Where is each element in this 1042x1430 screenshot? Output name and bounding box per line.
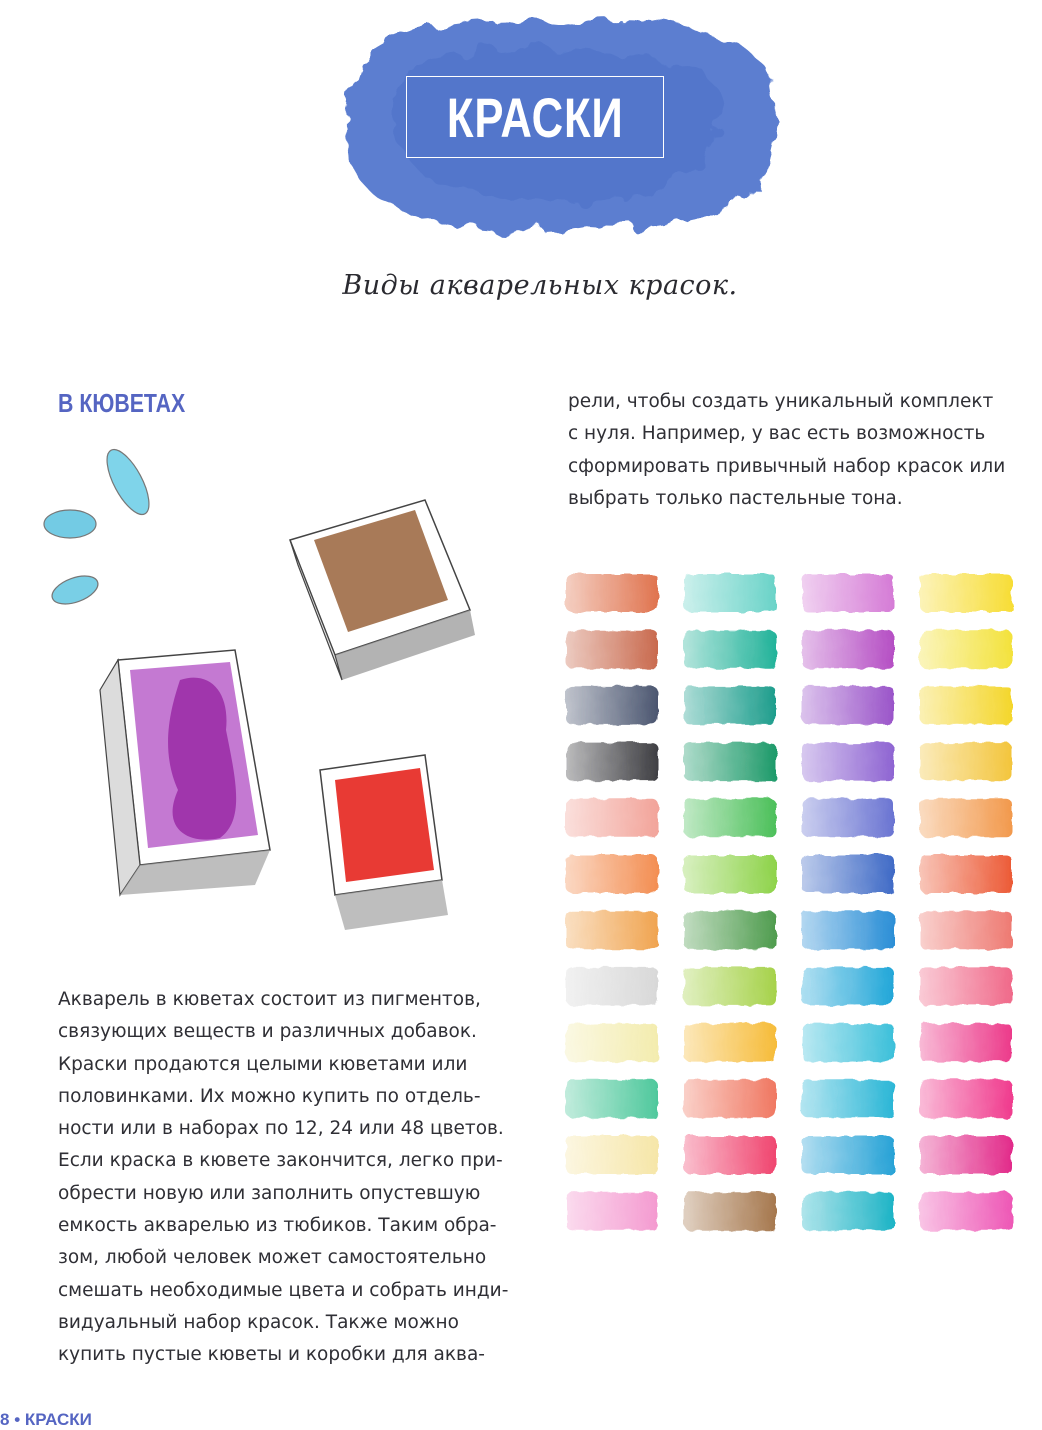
swatch-r2-c3 xyxy=(802,630,894,668)
swatch-r11-c3 xyxy=(802,1136,894,1174)
paint-drop-2 xyxy=(44,510,96,538)
text-line: ности или в наборах по 12, 24 или 48 цветов. xyxy=(58,1118,504,1140)
text-line: Краски продаются целыми кюветами или xyxy=(58,1053,468,1075)
swatch-r5-c3 xyxy=(802,799,894,837)
swatch-r12-c1 xyxy=(566,1192,658,1230)
text-line: зом, любой человек может самостоятельно xyxy=(58,1247,487,1269)
swatch-r9-c1 xyxy=(566,1024,658,1062)
swatch-r3-c1 xyxy=(566,686,658,724)
swatch-r10-c4 xyxy=(920,1080,1012,1118)
swatch-r7-c2 xyxy=(684,911,776,949)
pan-brown xyxy=(290,500,475,680)
swatch-r1-c4 xyxy=(920,574,1012,612)
text-line: смешать необходимые цвета и собрать инди- xyxy=(58,1279,509,1301)
swatch-r11-c2 xyxy=(684,1136,776,1174)
pan-purple xyxy=(100,650,270,895)
swatch-r9-c2 xyxy=(684,1024,776,1062)
swatch-r7-c1 xyxy=(566,911,658,949)
swatch-r9-c3 xyxy=(802,1024,894,1062)
swatch-r3-c4 xyxy=(920,686,1012,724)
page-title: КРАСКИ xyxy=(446,85,624,149)
pan-red xyxy=(320,755,448,930)
swatch-r2-c1 xyxy=(566,630,658,668)
swatch-r4-c2 xyxy=(684,743,776,781)
text-line: с нуля. Например, у вас есть возможность xyxy=(568,423,986,445)
swatch-r11-c1 xyxy=(566,1136,658,1174)
text-line: связующих веществ и различных добавок. xyxy=(58,1021,477,1043)
text-line: видуальный набор красок. Также можно xyxy=(58,1311,459,1333)
swatch-r9-c4 xyxy=(920,1024,1012,1062)
swatch-r4-c1 xyxy=(566,743,658,781)
page-number: 8 xyxy=(0,1410,10,1429)
swatch-r12-c4 xyxy=(920,1192,1012,1230)
text-line: Если краска в кювете закончится, легко при- xyxy=(58,1150,503,1172)
swatch-r8-c4 xyxy=(920,967,1012,1005)
swatch-r3-c3 xyxy=(802,686,894,724)
swatch-r6-c3 xyxy=(802,855,894,893)
text-line: рели, чтобы создать уникальный комплект xyxy=(568,391,994,412)
page-footer xyxy=(0,1410,92,1430)
section-heading: В КЮВЕТАХ xyxy=(58,388,186,418)
text-line: половинками. Их можно купить по отдель- xyxy=(58,1085,481,1107)
swatch-r6-c1 xyxy=(566,855,658,893)
swatch-r8-c2 xyxy=(684,967,776,1005)
swatch-r10-c2 xyxy=(684,1080,776,1118)
text-line: обрести новую или заполнить опустевшую xyxy=(58,1182,481,1204)
swatch-r10-c3 xyxy=(802,1080,894,1118)
swatch-r5-c4 xyxy=(920,799,1012,837)
swatch-r6-c4 xyxy=(920,855,1012,893)
swatch-r4-c3 xyxy=(802,743,894,781)
swatch-r7-c4 xyxy=(920,911,1012,949)
paint-drop-1 xyxy=(99,444,158,521)
text-line: сформировать привычный набор красок или xyxy=(568,455,1006,477)
text-line: Акварель в кюветах состоит из пигментов, xyxy=(58,989,481,1010)
swatch-r12-c2 xyxy=(684,1192,776,1230)
swatch-r2-c4 xyxy=(920,630,1012,668)
page-subtitle: Виды акварельных красок. xyxy=(342,270,738,301)
swatch-r1-c3 xyxy=(802,574,894,612)
swatch-r4-c4 xyxy=(920,743,1012,781)
swatch-r3-c2 xyxy=(684,686,776,724)
body-paragraph-left xyxy=(58,984,518,1372)
swatch-r6-c2 xyxy=(684,855,776,893)
swatch-r11-c4 xyxy=(920,1136,1012,1174)
swatch-r1-c1 xyxy=(566,574,658,612)
footer-section-name: КРАСКИ xyxy=(24,1410,92,1429)
body-paragraph-right xyxy=(568,386,1028,515)
swatch-r10-c1 xyxy=(566,1080,658,1118)
text-line: купить пустые кюветы и коробки для аква- xyxy=(58,1344,485,1366)
color-swatch-grid xyxy=(560,564,1036,1284)
swatch-r12-c3 xyxy=(802,1192,894,1230)
swatch-r2-c2 xyxy=(684,630,776,668)
swatch-r5-c2 xyxy=(684,799,776,837)
swatch-r8-c3 xyxy=(802,967,894,1005)
text-line: емкость акварелью из тюбиков. Таким обра- xyxy=(58,1215,497,1237)
title-frame xyxy=(406,76,664,158)
footer-separator: • xyxy=(14,1410,21,1429)
paint-pans-illustration xyxy=(30,430,510,950)
paint-drop-3 xyxy=(48,571,101,610)
swatch-r8-c1 xyxy=(566,967,658,1005)
swatch-r7-c3 xyxy=(802,911,894,949)
text-line: выбрать только пастельные тона. xyxy=(568,487,903,509)
swatch-r1-c2 xyxy=(684,574,776,612)
swatch-r5-c1 xyxy=(566,799,658,837)
